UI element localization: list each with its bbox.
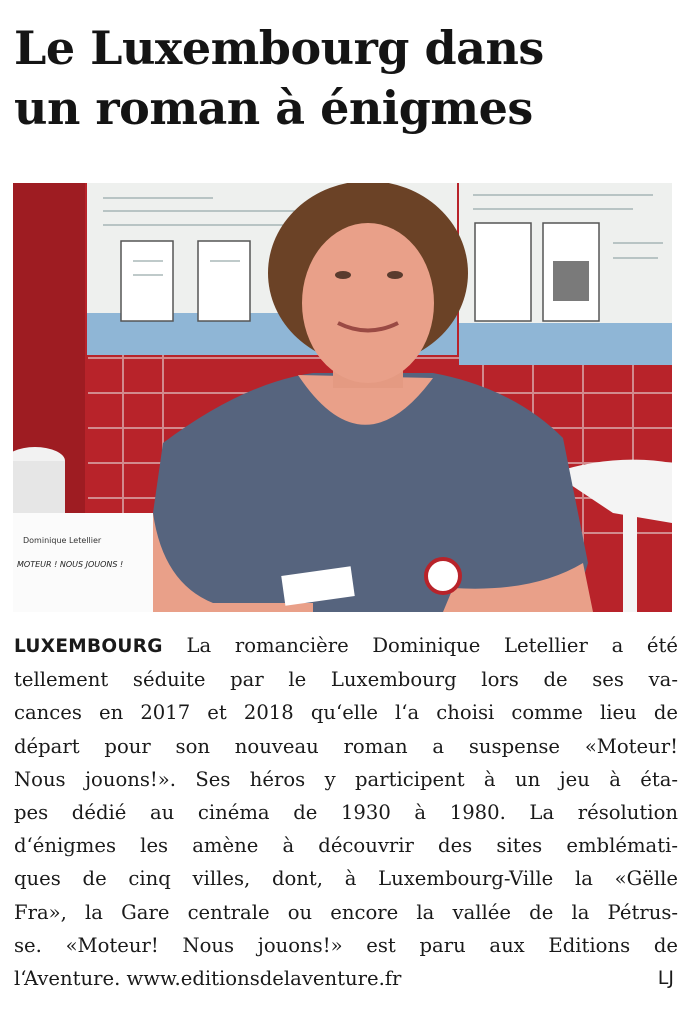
dateline: LUXEMBOURG (14, 636, 163, 657)
body-line-8: ques de cinq villes, dont, à Luxembourg-Ville la «Gëlle (14, 867, 678, 891)
body-line-6: pes dédié au cinéma de 1930 à 1980. La résolution (14, 801, 678, 825)
body-line-4: départ pour son nouveau roman a suspense «Moteur! (14, 734, 678, 758)
author-initials: LJ (657, 967, 674, 990)
body-line-1 (14, 629, 678, 663)
headline (14, 18, 684, 138)
body-line-11-text: l‘Aventure. www.editionsdelaventure.fr (14, 967, 402, 991)
body-line-1-text: La romancière Dominique Letellier a été (162, 634, 678, 657)
body-line-11 (14, 962, 678, 995)
body-line-3: cances en 2017 et 2018 qu‘elle l‘a choisi comme lieu de (14, 701, 678, 725)
sign-line-1: Dominique Letellier (23, 536, 102, 545)
photo-illustration (13, 183, 672, 612)
headline-line-1: Le Luxembourg dans (14, 21, 544, 75)
body-line-2: tellement séduite par le Luxembourg lors de ses va- (14, 668, 678, 692)
sign-line-2: MOTEUR ! NOUS JOUONS ! (17, 560, 124, 569)
body-line-10: se. «Moteur! Nous jouons!» est paru aux Editions de (14, 933, 678, 957)
body-line-7: d‘énigmes les amène à découvrir des sites emblémati- (14, 834, 678, 858)
body-line-9: Fra», la Gare centrale ou encore la vallée de la Pétrus- (14, 900, 678, 924)
article-photo (13, 183, 672, 612)
headline-line-2: un roman à énigmes (14, 81, 533, 135)
body-line-5: Nous jouons!». Ses héros y participent à un jeu à éta- (14, 767, 678, 791)
article-body (14, 629, 678, 995)
